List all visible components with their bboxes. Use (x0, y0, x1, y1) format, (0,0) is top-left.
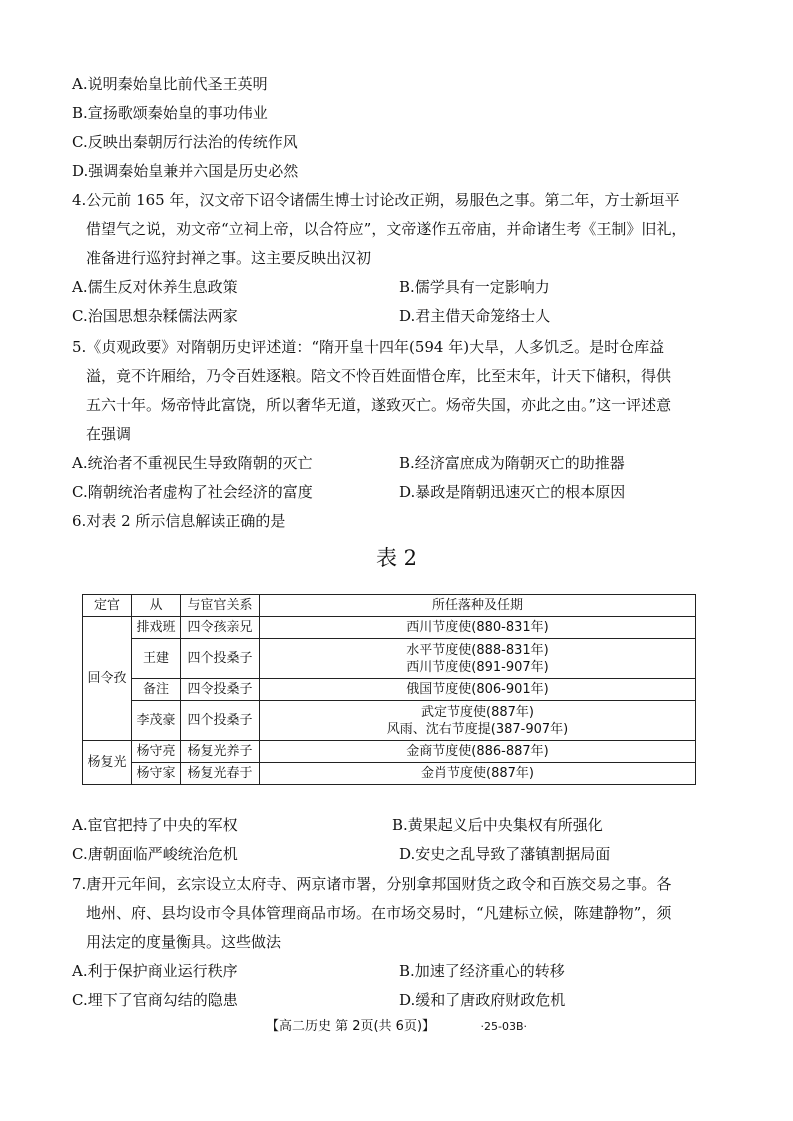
q4-stem-line-2: 借望气之说，劝文帝“立祠上帝，以合符应”，文帝遂作五帝庙，并命诸生考《王制》旧礼， (86, 220, 687, 238)
post-line: 西川节度使(891-907年) (406, 659, 549, 675)
post-line: 武定节度使(887年) (421, 704, 534, 720)
table-header-relation: 与宦官关系 (181, 595, 260, 617)
q5-option-c: C.隋朝统治者虚构了社会经济的富度 (72, 483, 313, 501)
table-cell-posts (260, 679, 696, 701)
table-cell-name: 备注 (132, 679, 181, 701)
q3-option-c: C.反映出秦朝厉行法治的传统作风 (72, 133, 298, 151)
post-line: 水平节度使(888-831年) (406, 642, 549, 658)
table-cell-relation: 杨复光养子 (181, 741, 260, 763)
q6-option-c: C.唐朝面临严峻统治危机 (72, 845, 238, 863)
q4-stem-line-1: 4.公元前 165 年，汉文帝下诏令诸儒生博士讨论改正朔，易服色之事。第二年，方士新垣平 (72, 191, 680, 209)
q7-option-b: B.加速了经济重心的转移 (399, 962, 565, 980)
q5-stem-line-3: 五六十年。炀帝恃此富饶，所以奢华无道，遂致灭亡。炀帝失国，亦此之由。”这一评述意 (86, 396, 672, 414)
post-line: 西川节度使(880-831年) (406, 620, 549, 635)
q6-stem: 6.对表 2 所示信息解读正确的是 (72, 512, 286, 530)
table-row (83, 639, 696, 679)
table-header-eunuch: 定官 (83, 595, 132, 617)
table-cell-name: 杨守亮 (132, 741, 181, 763)
table-cell-name: 王建 (132, 639, 181, 679)
table-cell-relation: 四个投桑子 (181, 701, 260, 741)
post-line: 俄国节度使(806-901年) (406, 682, 549, 697)
eunuch-relations-table (82, 594, 696, 785)
q7-option-c: C.埋下了官商勾结的隐患 (72, 991, 238, 1009)
table-cell-posts (260, 617, 696, 639)
table-cell-group: 杨复光 (83, 741, 132, 785)
table-row (83, 741, 696, 763)
q7-stem-line-1: 7.唐开元年间，玄宗设立太府寺、两京诸市署，分别拿邦国财货之政令和百族交易之事。各 (72, 875, 672, 893)
q4-option-b: B.儒学具有一定影响力 (399, 278, 550, 296)
q5-stem-line-4: 在强调 (86, 425, 132, 443)
table-cell-relation: 杨复光春于 (181, 763, 260, 785)
q7-stem-line-2: 地州、府、县均设市令具体管理商品市场。在市场交易时，“凡建标立候，陈建静物”，须 (86, 904, 672, 922)
table-cell-name: 杨守家 (132, 763, 181, 785)
table-row (83, 679, 696, 701)
q5-stem-line-1: 5.《贞观政要》对隋朝历史评述道：“隋开皇十四年(594 年)大旱，人多饥乏。是时仓库益 (72, 338, 665, 356)
q5-stem-line-2: 溢，竟不许厢给，乃令百姓逐粮。陪文不怜百姓面惜仓库，比至末年，计天下储积，得供 (86, 367, 672, 385)
exam-code: ·25-03B· (480, 1020, 528, 1033)
table-cell-posts (260, 741, 696, 763)
q6-option-b: B.黄果起义后中央集权有所强化 (392, 816, 603, 834)
table-row (83, 763, 696, 785)
q3-option-d: D.强调秦始皇兼并六国是历史必然 (72, 162, 299, 180)
q4-stem-line-3: 准备进行巡狩封禅之事。这主要反映出汉初 (86, 249, 372, 267)
q7-stem-line-3: 用法定的度量衡具。这些做法 (86, 933, 282, 951)
table-row (83, 701, 696, 741)
table-row (83, 617, 696, 639)
table-cell-relation: 四令投桑子 (181, 679, 260, 701)
table-cell-relation: 四个投桑子 (181, 639, 260, 679)
q5-option-d: D.暴政是隋朝迅速灭亡的根本原因 (399, 483, 626, 501)
post-line: 风雨、沈右节度提(387-907年) (386, 721, 569, 737)
q7-option-d: D.缓和了唐政府财政危机 (399, 991, 566, 1009)
table-header-posts: 所任落种及任期 (260, 595, 696, 617)
q4-option-d: D.君主借天命笼络士人 (399, 307, 551, 325)
page-number: 【高二历史 第 2页(共 6页)】 (265, 1019, 429, 1034)
q4-option-a: A.儒生反对休养生息政策 (72, 278, 238, 296)
q7-option-a: A.利于保护商业运行秩序 (72, 962, 238, 980)
page-footer (0, 1015, 793, 1034)
table-cell-posts (260, 701, 696, 741)
q3-option-b: B.宣扬歌颂秦始皇的事功伟业 (72, 104, 268, 122)
table-cell-name: 李茂豪 (132, 701, 181, 741)
post-line: 金商节度使(886-887年) (406, 744, 549, 759)
table-title: 表 2 (375, 546, 418, 570)
q5-option-a: A.统治者不重视民生导致隋朝的灭亡 (72, 454, 313, 472)
post-line: 金肖节度使(887年) (421, 766, 534, 781)
q3-option-a: A.说明秦始皇比前代圣王英明 (72, 75, 268, 93)
q6-option-a: A.宦官把持了中央的军权 (72, 816, 238, 834)
table-header-follower: 从 (132, 595, 181, 617)
q4-option-c: C.治国思想杂糅儒法两家 (72, 307, 238, 325)
q6-option-d: D.安史之乱导致了藩镇割据局面 (399, 845, 611, 863)
table-cell-name: 排戏班 (132, 617, 181, 639)
table-cell-posts (260, 763, 696, 785)
table-cell-posts (260, 639, 696, 679)
table-cell-relation: 四令孩亲兄 (181, 617, 260, 639)
q5-option-b: B.经济富庶成为隋朝灭亡的助推器 (399, 454, 625, 472)
table-cell-group: 回令孜 (83, 617, 132, 741)
